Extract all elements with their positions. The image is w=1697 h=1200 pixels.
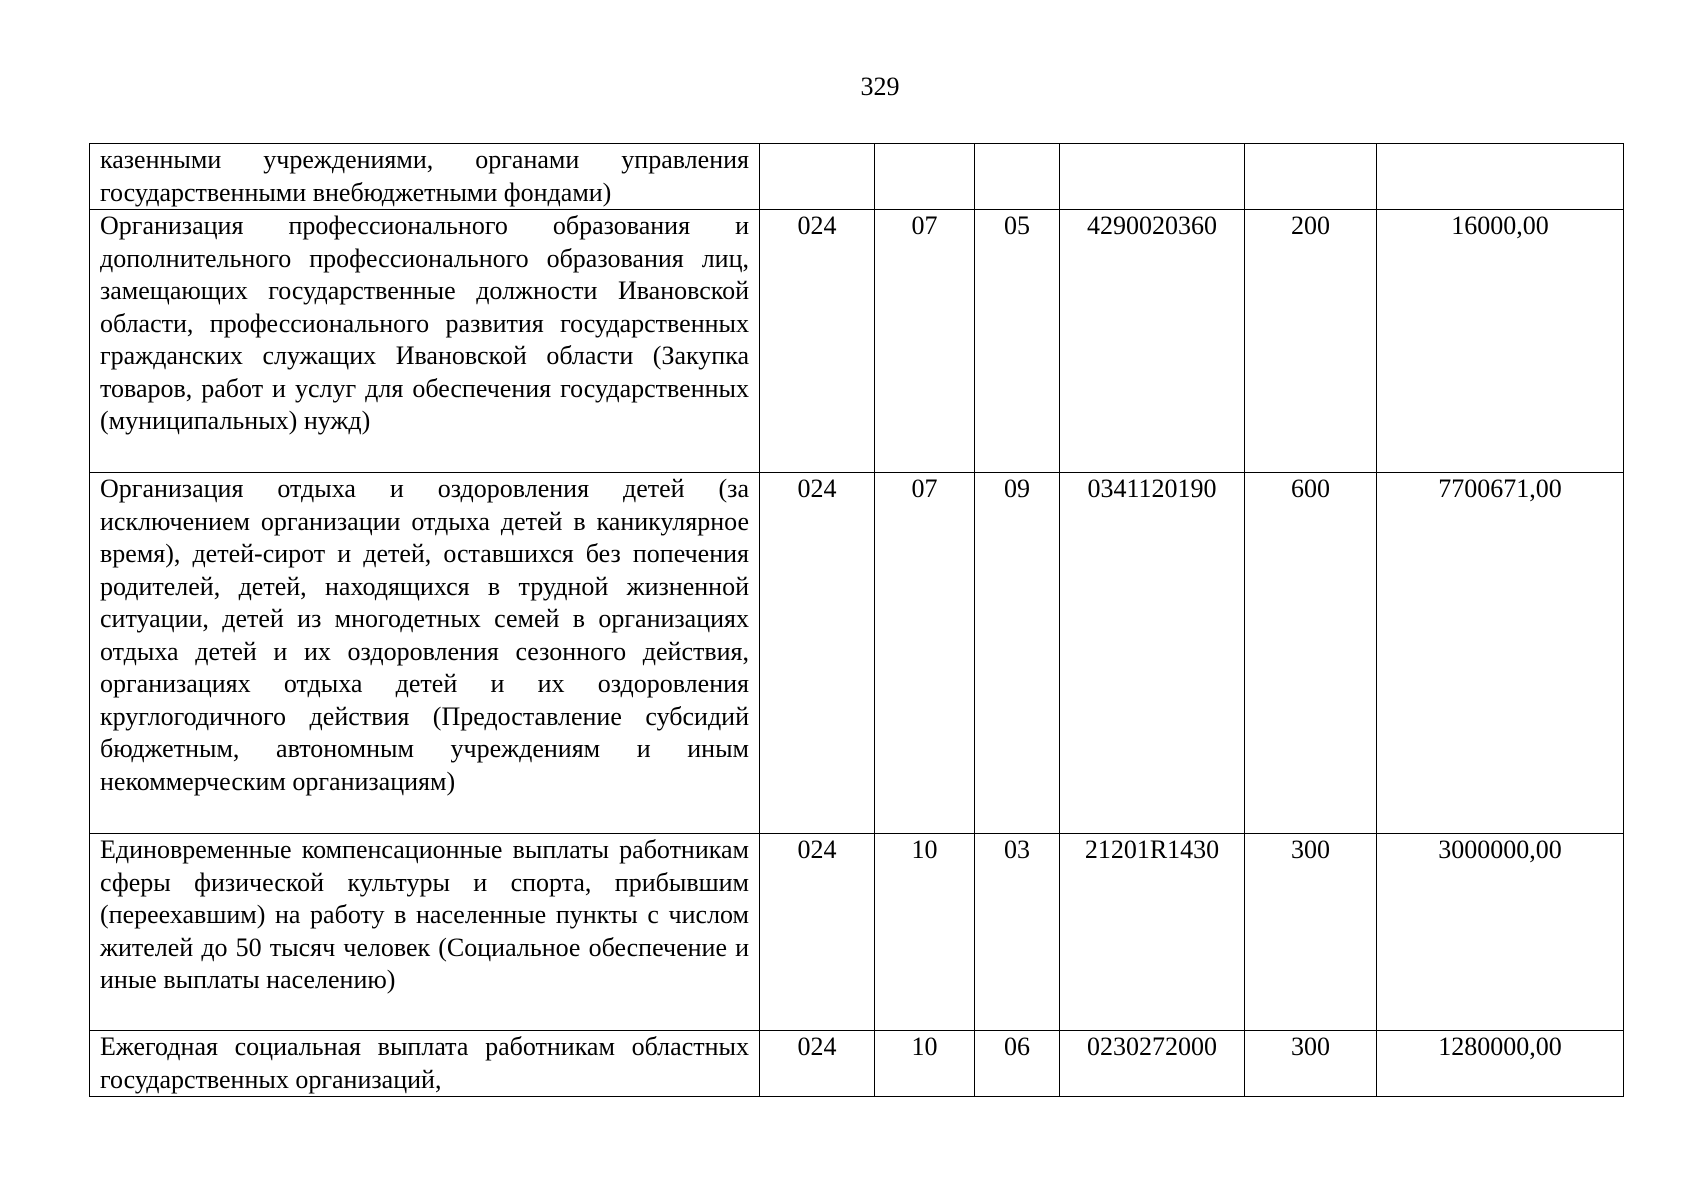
row-admin-code: 024 xyxy=(760,1031,875,1097)
row-section-code xyxy=(875,144,975,210)
row-section-code: 07 xyxy=(875,473,975,834)
row-expense-type: 200 xyxy=(1245,210,1377,473)
table-row xyxy=(90,1031,1624,1097)
row-section-code: 10 xyxy=(875,1031,975,1097)
row-subsection-code: 03 xyxy=(975,834,1060,1031)
row-subsection-code: 05 xyxy=(975,210,1060,473)
row-amount: 16000,00 xyxy=(1377,210,1624,473)
row-expense-type: 600 xyxy=(1245,473,1377,834)
row-expense-type xyxy=(1245,144,1377,210)
row-amount xyxy=(1377,144,1624,210)
row-expense-type: 300 xyxy=(1245,1031,1377,1097)
table-row xyxy=(90,144,1624,210)
row-admin-code xyxy=(760,144,875,210)
row-admin-code: 024 xyxy=(760,834,875,1031)
row-admin-code: 024 xyxy=(760,473,875,834)
table-row xyxy=(90,473,1624,834)
row-admin-code: 024 xyxy=(760,210,875,473)
row-subsection-code xyxy=(975,144,1060,210)
row-expense-type: 300 xyxy=(1245,834,1377,1031)
row-description: Ежегодная социальная выплата работникам областных государственных организаций, xyxy=(90,1031,760,1097)
row-description: казенными учреждениями, органами управления государственными внебюджетными фондами) xyxy=(90,144,760,210)
row-description: Организация отдыха и оздоровления детей (за исключением организации отдыха детей в каникулярное время), детей-сирот и детей, оставшихся без попечения родителей, детей, находящихся в трудной жизненной ситуации, детей из многодетных семей в организациях отдыха детей и их оздоровления сезонного действия, организациях отдыха детей и их оздоровления круглогодичного действия (Предоставление субсидий бюджетным, автономным учреждениям и иным некоммерческим организациям) xyxy=(90,473,760,834)
row-target-article: 0341120190 xyxy=(1060,473,1245,834)
row-section-code: 10 xyxy=(875,834,975,1031)
row-target-article xyxy=(1060,144,1245,210)
row-target-article: 0230272000 xyxy=(1060,1031,1245,1097)
table-row xyxy=(90,834,1624,1031)
row-amount: 7700671,00 xyxy=(1377,473,1624,834)
page-number: 329 xyxy=(860,72,900,101)
row-description: Единовременные компенсационные выплаты работникам сферы физической культуры и спорта, прибывшим (переехавшим) на работу в населенные пункты с числом жителей до 50 тысяч человек (Социальное обеспечение и иные выплаты населению) xyxy=(90,834,760,1031)
row-amount: 3000000,00 xyxy=(1377,834,1624,1031)
row-subsection-code: 06 xyxy=(975,1031,1060,1097)
row-amount: 1280000,00 xyxy=(1377,1031,1624,1097)
row-target-article: 21201R1430 xyxy=(1060,834,1245,1031)
table-row xyxy=(90,210,1624,473)
row-subsection-code: 09 xyxy=(975,473,1060,834)
row-target-article: 4290020360 xyxy=(1060,210,1245,473)
row-section-code: 07 xyxy=(875,210,975,473)
row-description: Организация профессионального образования и дополнительного профессионального образования лиц, замещающих государственные должности Ивановской области, профессионального развития государственных гражданских служащих Ивановской области (Закупка товаров, работ и услуг для обеспечения государственных (муниципальных) нужд) xyxy=(90,210,760,473)
budget-table xyxy=(89,143,1624,1097)
